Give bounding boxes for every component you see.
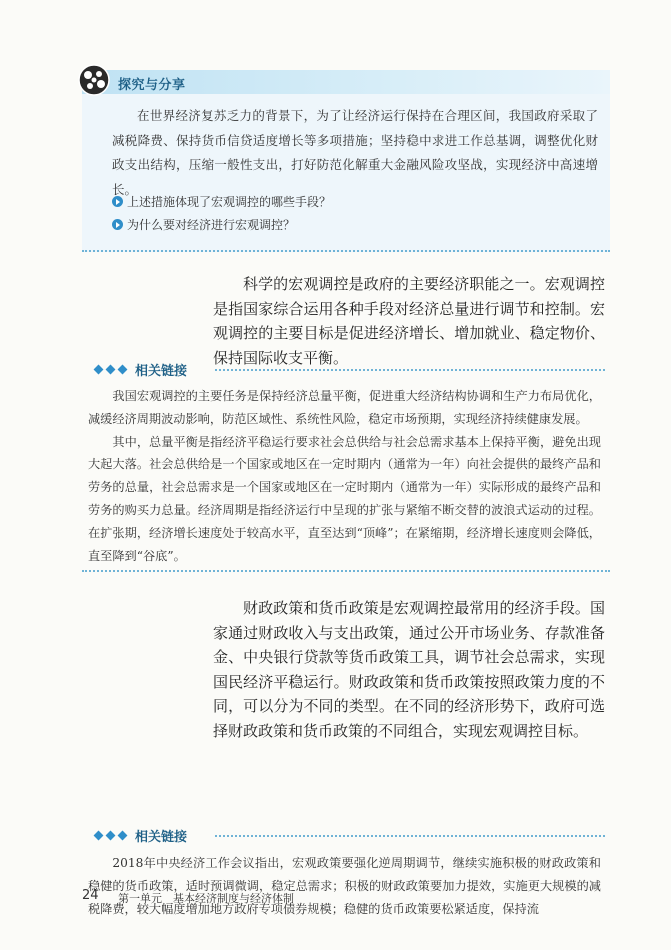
diamond-icon (106, 365, 116, 375)
question-item (112, 193, 331, 210)
related-link-header (95, 360, 605, 380)
question-text: 为什么要对经济进行宏观调控？ (127, 218, 296, 232)
related-paragraph: 其中，总量平衡是指经济平稳运行要求社会总供给与社会总需求基本上保持平衡，避免出现大起大落。社会总供给是一个国家或地区在一定时期内（通常为一年）向社会提供的最终产品和劳务的总量，社会总需求是一个国家或地区在一定时期内（通常为一年）实际形成的最终产品和劳务的购买力总量。经济周期是指经济运行中呈现的扩张与紧缩不断交替的波浪式运动的过程。在扩张期，经济增长速度处于较高水平，直至达到“顶峰”；在紧缩期，经济增长速度则会降低，直至降到“谷底”。 (88, 434, 601, 563)
section-divider (82, 250, 610, 252)
diamond-icon (94, 831, 104, 841)
related-link-title: 相关链接 (135, 830, 188, 845)
body-paragraph: 科学的宏观调控是政府的主要经济职能之一。宏观调控是指国家综合运用各种手段对经济总量进行调节和控制。宏观调控的主要目标是促进经济增长、增加就业、稳定物价、保持国际收支平衡。 (213, 275, 605, 367)
dotted-rule (215, 835, 605, 837)
diamond-icon (94, 365, 104, 375)
related-link-title: 相关链接 (135, 364, 188, 379)
unit-title: 第一单元 基本经济制度与经济体制 (118, 892, 294, 905)
play-bullet-icon (112, 219, 123, 230)
explore-share-box (82, 70, 610, 252)
related-link-header (95, 826, 605, 846)
diamond-icon (106, 831, 116, 841)
explore-share-title: 探究与分享 (118, 78, 186, 93)
body-paragraph: 财政政策和货币政策是宏观调控最常用的经济手段。国家通过财政收入与支出政策，通过公开市场业务、存款准备金、中央银行贷款等货币政策工具，调节社会总需求，实现国民经济平稳运行。财政政策和货币政策按照政策力度的不同，可以分为不同的类型。在不同的经济形势下，政府可选择财政政策和货币政策的不同组合，实现宏观调控目标。 (213, 599, 605, 740)
related-link-text (88, 852, 601, 922)
question-text: 上述措施体现了宏观调控的哪些手段？ (127, 195, 332, 209)
diamond-icon (118, 365, 128, 375)
section-divider (82, 570, 610, 572)
question-item (112, 216, 295, 233)
page-number: 24 (82, 888, 99, 903)
related-paragraph: 我国宏观调控的主要任务是保持经济总量平衡，促进重大经济结构协调和生产力布局优化，减缓经济周期波动影响，防范区域性、系统性风险，稳定市场预期，实现经济持续健康发展。 (88, 389, 601, 426)
play-bullet-icon (112, 196, 123, 207)
explore-share-header (82, 70, 610, 94)
explore-share-text: 在世界经济复苏乏力的背景下，为了让经济运行保持在合理区间，我国政府采取了减税降费、保持货币信贷适度增长等多项措施；坚持稳中求进工作总基调，调整优化财政支出结构，压缩一般性支出，打好防范化解重大金融风险攻坚战，实现经济中高速增长。 (112, 108, 598, 197)
explore-share-icon (76, 62, 112, 98)
related-paragraph: 2018年中央经济工作会议指出，宏观政策要强化逆周期调节，继续实施积极的财政政策和稳健的货币政策，适时预调微调，稳定总需求；积极的财政政策要加力提效，实施更大规模的减税降费，较大幅度增加地方政府专项债券规模；稳健的货币政策要松紧适度，保持流 (88, 856, 601, 916)
diamond-icon (118, 831, 128, 841)
dotted-rule (215, 369, 605, 371)
related-link-text (88, 385, 601, 567)
